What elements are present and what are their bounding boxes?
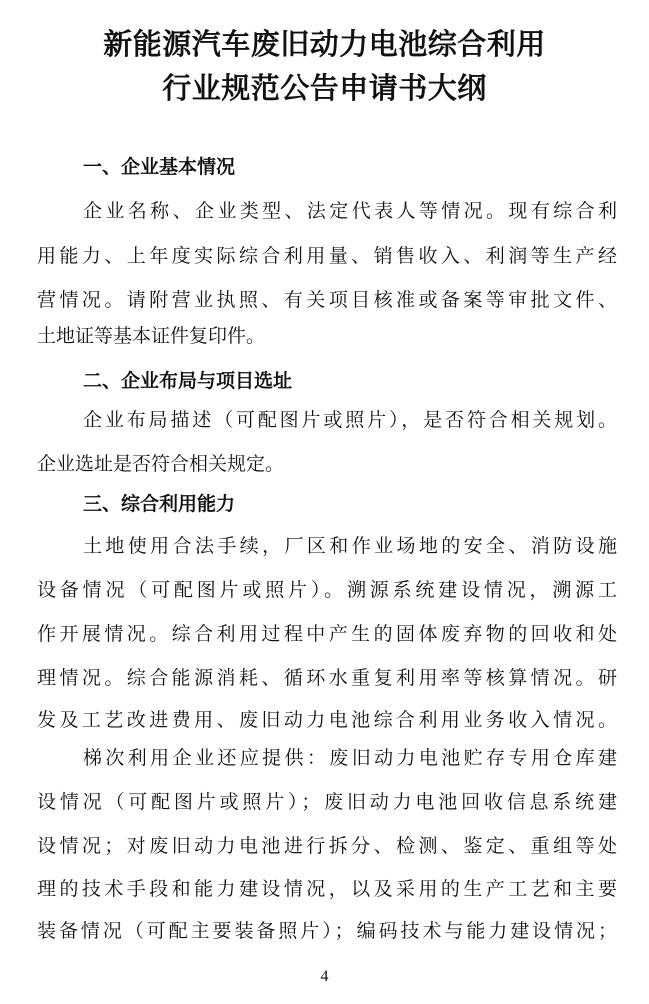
paragraph-line: 作开展情况。综合利用过程中产生的固体废弃物的回收和处 <box>37 623 617 645</box>
section-heading-2: 二、企业布局与项目选址 <box>83 370 293 392</box>
document-title-line-2: 行业规范公告申请书大纲 <box>162 71 487 105</box>
paragraph-line: 理情况。综合能源消耗、循环水重复利用率等核算情况。研 <box>37 667 617 689</box>
paragraph-line: 土地证等基本证件复印件。 <box>37 325 266 347</box>
paragraph-line: 设情况（可配图片或照片）；废旧动力电池回收信息系统建 <box>37 791 617 813</box>
paragraph-line: 理的技术手段和能力建设情况，以及采用的生产工艺和主要 <box>37 878 617 900</box>
paragraph-line: 企业名称、企业类型、法定代表人等情况。现有综合利 <box>83 200 617 222</box>
paragraph-line: 企业选址是否符合相关规定。 <box>37 453 285 475</box>
section-heading-3: 三、综合利用能力 <box>83 493 236 515</box>
paragraph-line: 营情况。请附营业执照、有关项目核准或备案等审批文件、 <box>37 289 617 311</box>
section-heading-1: 一、企业基本情况 <box>83 156 236 178</box>
paragraph-line: 梯次利用企业还应提供：废旧动力电池贮存专用仓库建 <box>83 747 617 769</box>
document-title-line-1: 新能源汽车废旧动力电池综合利用 <box>103 27 546 61</box>
paragraph-line: 设备情况（可配图片或照片）。溯源系统建设情况，溯源工 <box>37 579 617 601</box>
paragraph-line: 企业布局描述（可配图片或照片），是否符合相关规划。 <box>83 409 617 431</box>
paragraph-line: 土地使用合法手续，厂区和作业场地的安全、消防设施 <box>83 535 617 557</box>
paragraph-line: 发及工艺改进费用、废旧动力电池综合利用业务收入情况。 <box>37 709 617 731</box>
page-number: 4 <box>320 968 329 985</box>
paragraph-line: 装备情况（可配主要装备照片）；编码技术与能力建设情况； <box>37 920 617 942</box>
paragraph-line: 用能力、上年度实际综合利用量、销售收入、利润等生产经 <box>37 245 617 267</box>
paragraph-line: 设情况；对废旧动力电池进行拆分、检测、鉴定、重组等处 <box>37 835 617 857</box>
